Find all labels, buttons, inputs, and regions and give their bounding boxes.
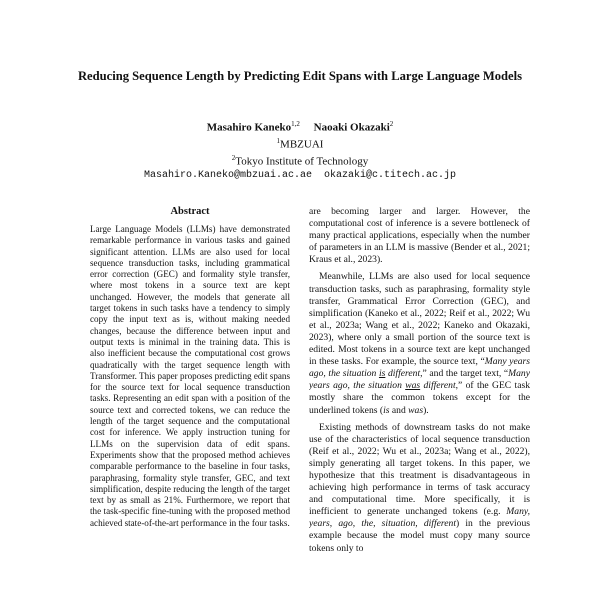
abstract-text: Large Language Models (LLMs) have demonstrated remarkable performance in various tasks and gained significant attention. LLMs are also used for local sequence transduction tasks, including grammatical error correction (GEC) and formality style transfer, where most tokens in a source text are kept unchanged. However, the models that generate all target tokens in such tasks have a tendency to simply copy the input text as is, without making needed changes, because the difference between input and output texts is minimal in the training data. This is also inefficient because the computational cost grows quadratically with the target sequence length with Transformer. This paper proposes predicting edit spans for the source text for local sequence transduction tasks. Representing an edit span with a position of the source text and corrected tokens, we can reduce the length of the target sequence and the computational cost for inference. We apply instruction tuning for LLMs on the supervision data of edit spans. Experiments show that the proposed method achieves comparable performance to the baseline in four tasks, paraphrasing, formality style transfer, GEC, and text simplification, despite reducing the length of the target text by as small as 21%. Furthermore, we report that the task-specific fine-tuning with the proposed method achieved state-of-the-art performance in the four tasks. — [90, 224, 290, 528]
intro-paragraph-1: are becoming larger and larger. However, the computational cost of inference is a severe bottleneck of many practical applications, especially when the number of parameters in an LLM is massive (Bender et al., 2021; Kraus et al., 2023). — [309, 206, 530, 266]
abstract-body — [90, 224, 290, 600]
author-emails — [60, 169, 540, 183]
affiliation-2: $^2$Tokyo Institute of Technology — [231, 154, 369, 168]
author-2-name: Naoaki Okazaki — [313, 121, 390, 134]
email-1: Masahiro.Kaneko@mbzuai.ac.ae — [143, 170, 312, 182]
affiliation-1: $^1$MBZUAI — [276, 137, 324, 151]
author-2-affiliation-mark: 2 — [389, 120, 394, 128]
author-1-affiliation-mark: 1,2 — [291, 120, 300, 128]
abstract-heading: Abstract — [170, 206, 210, 217]
author-names — [60, 118, 540, 135]
right-column — [309, 206, 530, 600]
intro-paragraph-3: Existing methods of downstream tasks do not make use of the characteristics of local sequence transduction (Reif et al., 2022; Wu et al., 2023a; Wang et al., 2022), simply generating all target tokens. In this paper, we hypothesize that this treatment is disadvantageous in achieving high performance in terms of task accuracy and computational time. More specifically, it is inefficient to generate unchanged tokens (e.g. Many, years, ago, the, situation, different) in the previous example because the model must copy many source tokens only to — [309, 421, 530, 554]
author-block — [60, 118, 540, 183]
paper-title: Reducing Sequence Length by Predicting Edit Spans with Large Language Models — [77, 69, 523, 83]
intro-paragraph-2: Meanwhile, LLMs are also used for local sequence transduction tasks, such as paraphrasing, formality style transfer, Grammatical Error Correction (GEC), and simplification (Kaneko et al., 2022; Reif et al., 2022; Wu et al., 2023a; Wang et al., 2022; Kaneko and Okazaki, 2023), where only a small portion of the source text is edited. Most tokens in a source text are kept unchanged in these tasks. For example, the source text, “Many years ago, the situation is different,” and the target text, “Many years ago, the situation was different,” of the GEC task mostly share the common tokens except for the underlined tokens (is and was). — [309, 271, 530, 416]
author-1-name: Masahiro Kaneko — [206, 121, 292, 134]
email-2: okazaki@c.titech.ac.jp — [324, 170, 457, 182]
